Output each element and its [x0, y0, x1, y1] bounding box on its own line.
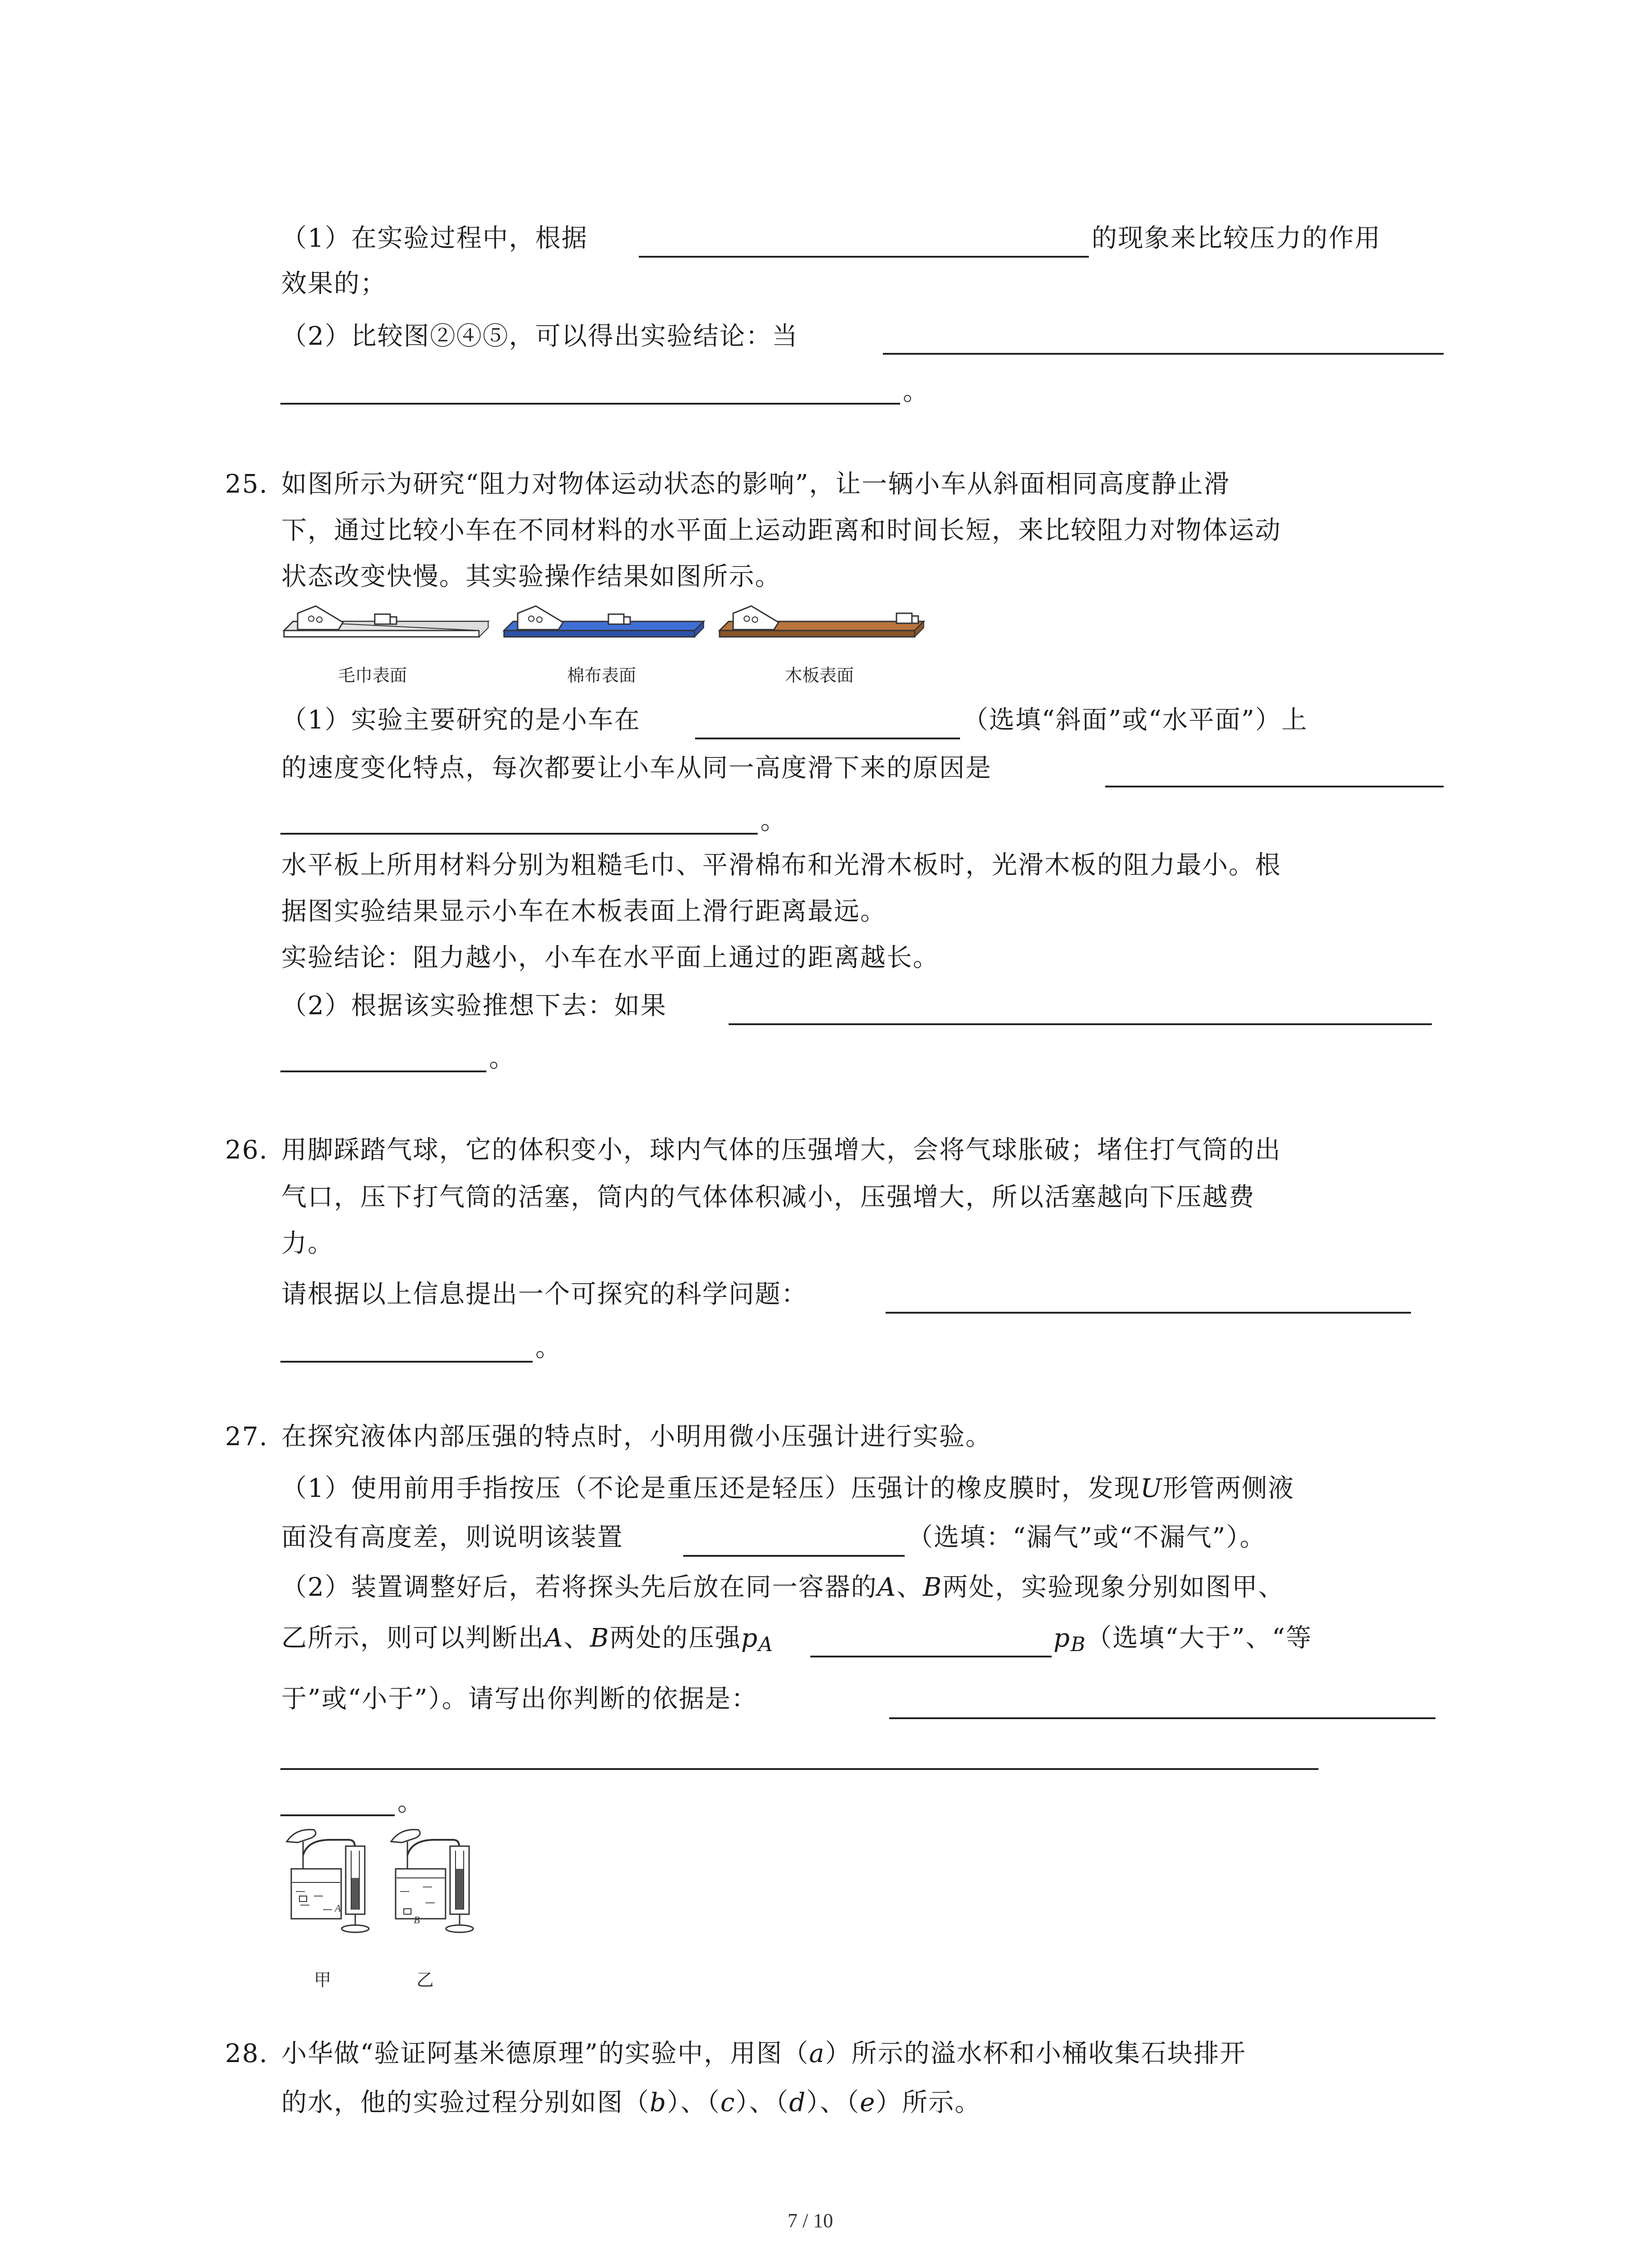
q25-sub1-answer-blank-3[interactable] — [280, 833, 758, 835]
q24-sub2-text: （2）比较图②④⑤，可以得出实验结论：当 — [281, 322, 798, 351]
q25-conclusion: 实验结论：阻力越小，小车在水平面上通过的距离越长。 — [281, 943, 939, 973]
q24-sub2-end: 。 — [903, 377, 929, 406]
q27-sub2-answer-blank-3[interactable] — [280, 1768, 1318, 1770]
probe-label-b: B — [414, 1914, 420, 1926]
q27-pressure-gauge-figure — [278, 1823, 495, 1969]
q27-fig-label-jia: 甲 — [314, 1970, 332, 1990]
q27-line-1: 在探究液体内部压强的特点时，小明用微小压强计进行实验。 — [281, 1422, 992, 1452]
page-number: 7 / 10 — [788, 2209, 833, 2232]
q25-sub2-answer-blank-2[interactable] — [280, 1070, 486, 1072]
q24-sub1-answer-blank[interactable] — [639, 256, 1089, 258]
q27-number: 27. — [225, 1422, 269, 1452]
q27-sub2-line-2: 乙所示，则可以判断出A、B两处的压强pA — [281, 1623, 774, 1656]
q28-line-1: 小华做“验证阿基米德原理”的实验中，用图（a）所示的溢水杯和小桶收集石块排开 — [281, 2039, 1246, 2068]
q25-line-3: 状态改变快慢。其实验操作结果如图所示。 — [281, 562, 781, 591]
q24-sub2-answer-blank-1[interactable] — [883, 353, 1444, 355]
q26-number: 26. — [225, 1135, 269, 1165]
q25-sub1-text-a: （1）实验主要研究的是小车在 — [281, 705, 641, 735]
q27-sub1-line-1: （1）使用前用手指按压（不论是重压还是轻压）压强计的橡皮膜时，发现U形管两侧液 — [281, 1474, 1294, 1503]
q25-line-1: 如图所示为研究“阻力对物体运动状态的影响”，让一辆小车从斜面相同高度静止滑 — [281, 469, 1230, 499]
q25-note-line-2: 据图实验结果显示小车在木板表面上滑行距离最远。 — [281, 897, 887, 926]
q27-sub2-answer-blank-1[interactable] — [810, 1656, 1052, 1657]
q25-sub1-answer-blank-2[interactable] — [1105, 786, 1444, 787]
q26-answer-blank-2[interactable] — [280, 1361, 533, 1363]
q26-question-prompt: 请根据以上信息提出一个可探究的科学问题： — [281, 1280, 808, 1309]
q28-line-2: 的水，他的实验过程分别如图（b）、（c）、（d）、（e）所示。 — [281, 2088, 981, 2117]
q27-sub2-line-2-tail: pB（选填“大于”、“等 — [1053, 1623, 1313, 1656]
q25-sub2-end: 。 — [489, 1044, 515, 1073]
q27-sub1-text-c: 面没有高度差，则说明该装置 — [281, 1523, 623, 1552]
q25-note-line-1: 水平板上所用材料分别为粗糙毛巾、平滑棉布和光滑木板时，光滑木板的阻力最小。根 — [281, 850, 1281, 880]
q26-answer-blank-1[interactable] — [886, 1312, 1411, 1314]
q24-sub1-text-c: 效果的； — [281, 269, 387, 298]
q25-sub1-text-c: 的速度变化特点，每次都要让小车从同一高度滑下来的原因是 — [281, 753, 992, 783]
q25-line-2: 下，通过比较小车在不同材料的水平面上运动距离和时间长短，来比较阻力对物体运动 — [281, 516, 1281, 545]
q27-sub1-text-d: （选填：“漏气”或“不漏气”）。 — [907, 1523, 1266, 1552]
q24-sub1-text-b: 的现象来比较压力的作用 — [1092, 224, 1381, 253]
cotton-surface-ramp — [504, 606, 704, 637]
q24-sub2-answer-blank-2[interactable] — [280, 403, 900, 405]
q27-sub2-answer-blank-4[interactable] — [280, 1814, 395, 1816]
q25-sub2-answer-blank-1[interactable] — [729, 1023, 1432, 1025]
q25-sub2-text: （2）根据该实验推想下去：如果 — [281, 991, 667, 1021]
q26-line-3: 力。 — [281, 1229, 334, 1258]
towel-surface-ramp — [284, 606, 488, 637]
probe-label-a: A — [335, 1902, 341, 1914]
q25-sub1-answer-blank-1[interactable] — [695, 738, 960, 739]
q24-sub1-text-a: （1）在实验过程中，根据 — [281, 224, 588, 253]
q27-fig-label-yi: 乙 — [416, 1970, 434, 1990]
q25-fig-label-wood: 木板表面 — [785, 665, 854, 685]
q26-line-2: 气口，压下打气筒的活塞，筒内的气体体积减小，压强增大，所以活塞越向下压越费 — [281, 1183, 1255, 1212]
q25-fig-label-cotton: 棉布表面 — [567, 665, 637, 685]
gauge-setup-jia — [287, 1830, 369, 1932]
q26-end: 。 — [535, 1333, 562, 1363]
q26-line-1: 用脚踩踏气球，它的体积变小，球内气体的压强增大，会将气球胀破；堵住打气筒的出 — [281, 1135, 1281, 1165]
q28-number: 28. — [225, 2039, 269, 2068]
q27-sub2-end: 。 — [397, 1788, 424, 1817]
q27-sub2-line-3: 于”或“小于”）。请写出你判断的依据是： — [281, 1684, 758, 1714]
q27-sub2-line-1: （2）装置调整好后，若将探头先后放在同一容器的A、B两处，实验现象分别如图甲、 — [281, 1573, 1285, 1602]
q25-number: 25. — [225, 469, 269, 499]
wood-surface-ramp — [720, 606, 924, 637]
q25-sub1-end: 。 — [760, 806, 787, 836]
q27-sub2-answer-blank-2[interactable] — [889, 1717, 1435, 1719]
gauge-setup-yi — [391, 1830, 473, 1932]
q25-fig-label-towel: 毛巾表面 — [338, 665, 407, 685]
q27-sub1-answer-blank[interactable] — [683, 1555, 905, 1557]
q25-sub1-text-b: （选填“斜面”或“水平面”）上 — [963, 705, 1308, 735]
